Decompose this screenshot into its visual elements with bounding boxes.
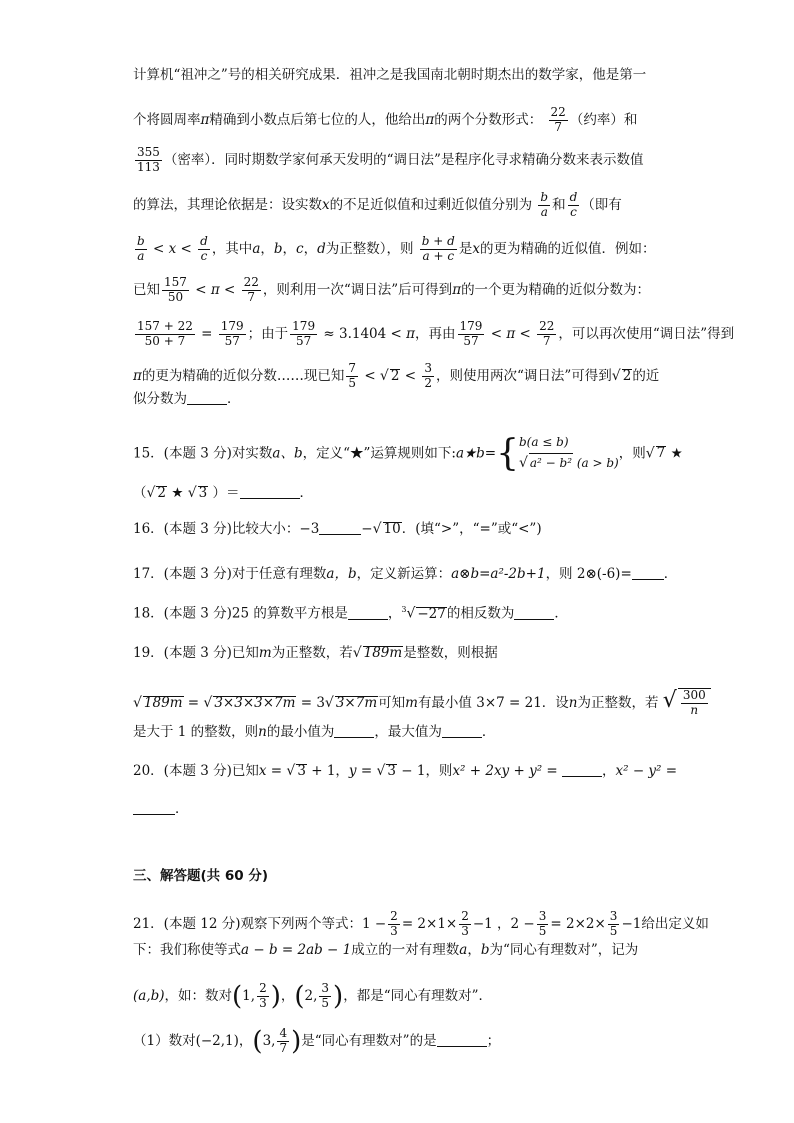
answer-blank-19a[interactable] [334, 725, 374, 738]
fraction-179-57-c: $\frac{179}{57}$ [459, 319, 483, 348]
question-16: 16．(本题 3 分)比较大小：−3 −√ 10．(填“>”，“=”或“<”) [133, 521, 542, 537]
question-20-line-2: ． [133, 802, 189, 817]
question-21-line-3: (a,b)，如：数对(1, $\frac{2}{3}$ )，(2, $\frac{3}{5}$ )，都是“同心有理数对”． [133, 981, 493, 1012]
answer-blank-17[interactable] [632, 567, 664, 580]
fraction-b-over-a-2: $\frac{b}{a}$ [137, 234, 145, 263]
section-3-heading: 三、解答题(共 60 分) [133, 868, 269, 884]
question-21-line-1: 21．(本题 12 分)观察下列两个等式：1 − $\frac{2}{3}$ = 2×1× $\frac{2}{3}$ −1 ，2 − $\frac{3}{5}$ = 2×2× $\frac{3}{5}$ −1给出定义如 [133, 909, 709, 938]
intro-line-5: $\frac{b}{a}$ < x < $\frac{d}{c}$ ，其中a，b，c，d为正整数），则 $\frac{b + d}{a + c}$ 是x的更为精确的近似值．例如： [137, 234, 656, 263]
fraction-d-over-c: $\frac{d}{c}$ [569, 190, 578, 219]
intro-line-6: 已知 $\frac{157}{50}$ < π < $\frac{22}{7}$ ，则利用一次“调日法”后可得到π的一个更为精确的近似分数为： [133, 275, 651, 304]
question-15-line-1: 15．(本题 3 分)对实数a、b，定义“★”运算规则如下:a★b={ b(a ≤ b) √ a² − b² (a > b) ，则√ 7 ★ [133, 432, 683, 474]
fraction-3-2: $\frac{3}{2}$ [424, 361, 432, 390]
fraction-157p22: $\frac{157 + 22}{50 + 7}$ [137, 319, 193, 348]
fraction-22-7-c: $\frac{22}{7}$ [539, 319, 555, 348]
intro-line-7: $\frac{157 + 22}{50 + 7}$ = $\frac{179}{57}$ ；由于 $\frac{179}{57}$ ≈ 3.1404 < π，再由 $\frac{179}{57}$ < π < $\frac{22}{7}$ ，可以再次使用“调日法”得到 [137, 319, 735, 348]
fraction-355-113: $\frac{355}{113}$ [137, 145, 160, 174]
question-17: 17．(本题 3 分)对于任意有理数a，b，定义新运算：a⊗b=a²-2b+1，则 2⊗(-6)= ． [133, 566, 678, 582]
fraction-3-5-b: $\frac{3}{5}$ [609, 909, 618, 938]
fraction-22-7-b: $\frac{22}{7}$ [243, 275, 259, 304]
intro-line-4: 的算法，其理论依据是：设实数x的不足近似值和过剩近似值分别为 $\frac{b}{a}$ 和 $\frac{d}{c}$ （即有 [133, 190, 622, 219]
question-15-line-2: （√ 2 ★ √ 3 ）＝ ． [133, 485, 314, 501]
fraction-3-5: $\frac{3}{5}$ [538, 909, 547, 938]
intro-line-8: π的更为精确的近似分数……现已知 $\frac{7}{5}$ < √ 2 < $\frac{3}{2}$ ，则使用两次“调日法”可得到√ 2的近 [133, 361, 660, 390]
fraction-4-7: $\frac{4}{7}$ [279, 1026, 288, 1055]
intro-line-3: $\frac{355}{113}$ （密率）．同时期数学家何承天发明的“调日法”是程序化寻求精确分数来表示数值 [137, 145, 644, 174]
fraction-2-3: $\frac{2}{3}$ [390, 909, 398, 938]
fraction-300-n: $\frac{300}{n}$ [682, 688, 706, 717]
intro-line-2: 个将圆周率π精确到小数点后第七位的人，他给出π的两个分数形式： $\frac{22}{7}$ （约率）和 [133, 105, 638, 134]
answer-blank-20b[interactable] [133, 802, 175, 815]
question-18: 18．(本题 3 分)25 的算数平方根是 ，$^3$√ −27的相反数为 ． [133, 605, 568, 622]
intro-line-1: 计算机“祖冲之”号的相关研究成果．祖冲之是我国南北朝时期杰出的数学家，他是第一 [133, 67, 647, 83]
fraction-2-3-b: $\frac{2}{3}$ [461, 909, 469, 938]
question-21-part-1: （1）数对(−2,1)，(3, $\frac{4}{7}$ )是“同心有理数对”的是 ； [133, 1026, 501, 1057]
fraction-179-57: $\frac{179}{57}$ [220, 319, 244, 348]
fraction-22-7: $\frac{22}{7}$ [550, 105, 566, 134]
answer-blank-14[interactable] [187, 392, 227, 405]
fraction-2-3-c: $\frac{2}{3}$ [259, 981, 267, 1010]
piecewise-cases: b(a ≤ b) √ a² − b² (a > b) [519, 433, 619, 475]
answer-blank-15[interactable] [240, 486, 300, 499]
question-21-line-2: 下：我们称使等式a − b = 2ab − 1成立的一对有理数a，b为“同心有理数对”，记为 [133, 942, 639, 958]
fraction-d-over-c-2: $\frac{d}{c}$ [200, 234, 208, 263]
fraction-7-5: $\frac{7}{5}$ [348, 361, 357, 390]
fraction-179-57-b: $\frac{179}{57}$ [292, 319, 316, 348]
question-19-line-2: √ 189m = √ 3×3×3×7m = 3√ 3×7m可知m有最小值 3×7 = 21．设n为正整数，若 √ $\frac{300}{n}$ [133, 688, 711, 718]
question-20-line-1: 20．(本题 3 分)已知x = √ 3 + 1，y = √ 3 − 1，则x² + 2xy + y² = ，x² − y² = [133, 763, 678, 779]
answer-blank-19b[interactable] [442, 725, 482, 738]
question-19-line-3: 是大于 1 的整数，则n的最小值为 ，最大值为 ． [133, 724, 496, 740]
fraction-b-over-a: $\frac{b}{a}$ [540, 190, 549, 219]
answer-blank-20a[interactable] [562, 764, 602, 777]
question-19-line-1: 19．(本题 3 分)已知m为正整数，若√ 189m是整数，则根据 [133, 645, 498, 661]
answer-blank-16[interactable] [319, 522, 361, 535]
fraction-3-5-c: $\frac{3}{5}$ [321, 981, 330, 1010]
answer-blank-21-1[interactable] [437, 1034, 487, 1047]
fraction-157-50: $\frac{157}{50}$ [164, 275, 187, 304]
answer-blank-18a[interactable] [348, 607, 388, 620]
intro-line-9: 似分数为 ． [133, 391, 241, 407]
fraction-bd-over-ac: $\frac{b + d}{a + c}$ [421, 234, 455, 263]
answer-blank-18b[interactable] [514, 607, 554, 620]
